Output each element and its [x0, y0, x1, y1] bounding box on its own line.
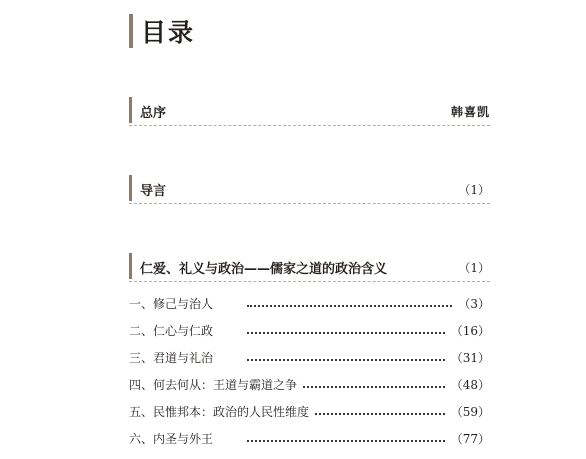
entry-page-number: （59）	[450, 404, 490, 419]
entry-label: 四、何去何从：王道与霸道之争	[129, 377, 298, 392]
section-accent-bar	[129, 253, 132, 279]
toc-entry[interactable]	[129, 294, 490, 312]
entry-page-number: （16）	[450, 323, 490, 338]
dot-leader	[315, 413, 445, 415]
dot-leader	[303, 386, 445, 388]
entry-label: 二、仁心与仁政	[129, 323, 214, 338]
entry-label: 三、君道与礼治	[129, 350, 214, 365]
toc-entry[interactable]	[129, 402, 490, 420]
entry-page-number: （77）	[450, 431, 490, 446]
dot-leader	[247, 305, 452, 307]
section-label: 总序	[140, 106, 167, 121]
toc-entry[interactable]	[129, 429, 490, 447]
toc-section-preface[interactable]	[129, 97, 490, 126]
section-page-number: （1）	[458, 183, 490, 197]
entry-page-number: （3）	[458, 296, 490, 311]
entry-page-number: （31）	[450, 350, 490, 365]
title-accent-bar	[129, 14, 133, 48]
entry-page-number: （48）	[450, 377, 490, 392]
page-title	[129, 14, 195, 48]
section-label: 仁爱、礼义与政治——儒家之道的政治含义	[140, 262, 388, 277]
dot-leader	[247, 359, 445, 361]
toc-section-introduction[interactable]	[129, 175, 490, 204]
toc-entry[interactable]	[129, 375, 490, 393]
section-author: 韩喜凯	[450, 105, 490, 119]
entry-label: 五、民惟邦本：政治的人民性维度	[129, 404, 310, 419]
section-label: 导言	[140, 184, 167, 199]
entry-label: 一、修己与治人	[129, 296, 214, 311]
section-accent-bar	[129, 175, 132, 201]
section-accent-bar	[129, 97, 132, 123]
section-page-number: （1）	[458, 261, 490, 275]
dot-leader	[247, 332, 445, 334]
toc-entry[interactable]	[129, 321, 490, 339]
entry-label: 六、内圣与外王	[129, 431, 214, 446]
toc-section-chapter[interactable]	[129, 253, 490, 282]
page-title-text: 目录	[141, 18, 196, 47]
toc-entry[interactable]	[129, 348, 490, 366]
dot-leader	[247, 440, 445, 442]
